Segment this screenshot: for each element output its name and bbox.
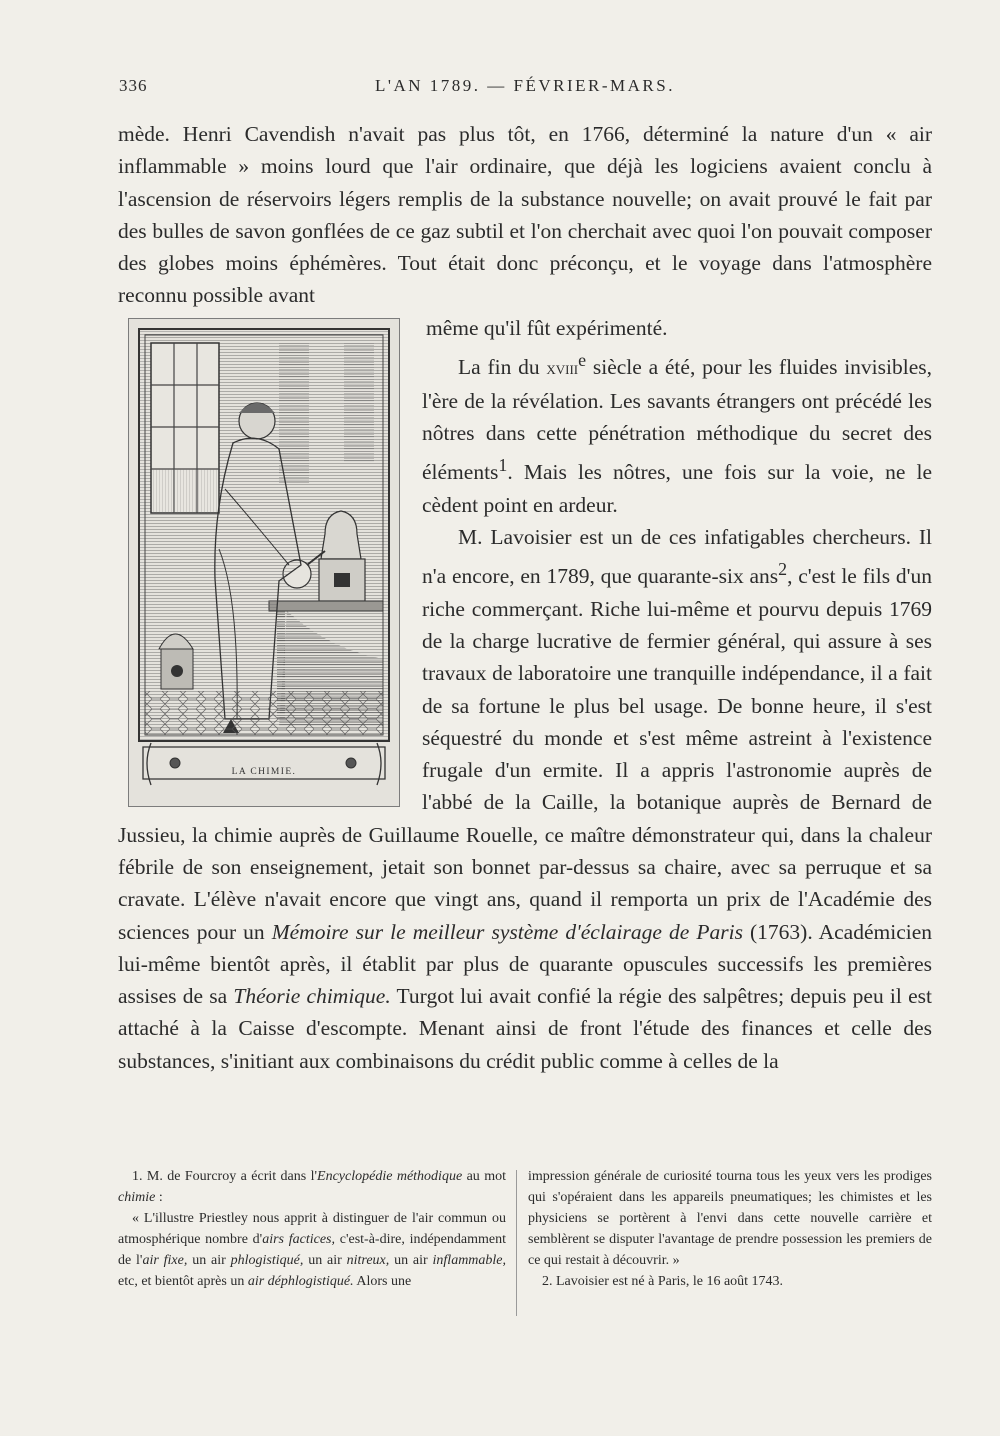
body-text bbox=[118, 118, 932, 1077]
footnote-1: 1. M. de Fourcroy a écrit dans l'Encyclopédie méthodique au mot chimie : bbox=[118, 1169, 506, 1205]
footnote-column-divider bbox=[516, 1170, 517, 1316]
footnote-column-left bbox=[118, 1166, 506, 1292]
footnote-1-quote: « L'illustre Priestley nous apprit à distinguer de l'air commun ou atmosphérique nombre d'airs factices, c'est-à-dire, indépendamment de l'air fixe, un air phlogistiqué, un air nitreux, un air inflammable, etc, et bientôt après un air déphlogistiqué. Alors une bbox=[118, 1211, 507, 1289]
paragraph-2: La fin du xviii$^e$ siècle a été, pour les fluides invisibles, l'ère de la révélation. Les savants étrangers ont précédé les nôtres dans cette pénétration méthodique du secret des éléments$^1$. Mais les nôtres, une fois sur la voie, ne le cèdent point en ardeur. bbox=[422, 350, 932, 517]
page-header bbox=[119, 76, 931, 102]
running-head: L'AN 1789. — FÉVRIER-MARS. bbox=[375, 76, 675, 95]
footnote-ref-1[interactable]: 1 bbox=[498, 455, 508, 476]
footnote-2: 2. Lavoisier est né à Paris, le 16 août 1743. bbox=[542, 1274, 784, 1289]
paragraph-3: M. Lavoisier est un de ces infatigables chercheurs. Il n'a encore, en 1789, que quarante-six ans$^2$, c'est le fils d'un riche commerçant. Riche lui-même et pourvu depuis 1769 de la charge lucrative de fermier général, qui assure à ses travaux de laboratoire une tranquille indépendance, il a fait de sa fortune le plus bel usage. De bonne heure, il s'est séquestré du monde et s'est même astreint à l'existence frugale d'un ermite. Il a appris l'astronomie auprès de l'abbé de la Caille, la botanique auprès de Bernard de Jussieu, la chimie auprès de Guillaume Rouelle, ce maître démonstrateur qui, dans la chaleur fébrile de son enseignement, jetait son bonnet par-dessus sa chaire, avec sa perruque et sa cravate. L'élève n'avait encore que vingt ans, quand il remporta un prix de l'Académie des sciences pour un Mémoire sur le meilleur système d'éclairage de Paris (1763). Académicien lui-même bientôt après, il établit par plus de quarante opuscules successifs les premières assises de sa Théorie chimique. Turgot lui avait confié la régie des salpêtres; depuis peu il est attaché à la Caisse d'escompte. Menant ainsi de front l'étude des finances et celle des substances, s'initiant aux combinaisons du crédit public comme à celles de la bbox=[118, 524, 933, 1073]
page-number: 336 bbox=[119, 76, 148, 95]
footnote-column-right bbox=[528, 1166, 932, 1292]
engraving-illustration bbox=[129, 319, 399, 806]
paragraph-1: mède. Henri Cavendish n'avait pas plus tôt, en 1766, déterminé la nature d'un « air inflammable » moins lourd que l'air ordinaire, que déjà les logiciens avaient conclu à l'ascension de réservoirs légers remplis de la substance nouvelle; on avait prouvé le fait par des bulles de savon gonflées de ce gaz subtil et l'on cherchait avec quoi l'on pouvait composer des globes moins éphémères. Tout était donc préconçu, et le voyage dans l'atmosphère reconnu possible avant bbox=[118, 122, 932, 308]
footnote-ref-2[interactable]: 2 bbox=[778, 559, 788, 580]
engraving-la-chimie bbox=[128, 318, 400, 807]
figure-caption: LA CHIMIE. bbox=[231, 766, 297, 777]
footnote-1-continued: impression générale de curiosité tourna tous les yeux vers les prodiges qui s'opéraient dans les appareils pneumatiques; les chimistes et les physiciens se portèrent à l'envi dans cette nouvelle carrière et semblèrent se disputer l'avantage de prendre possession les premiers de ce qui restait à découvrir. » bbox=[528, 1169, 932, 1268]
paragraph-1-last-line: même qu'il fût expérimenté. bbox=[426, 315, 668, 340]
